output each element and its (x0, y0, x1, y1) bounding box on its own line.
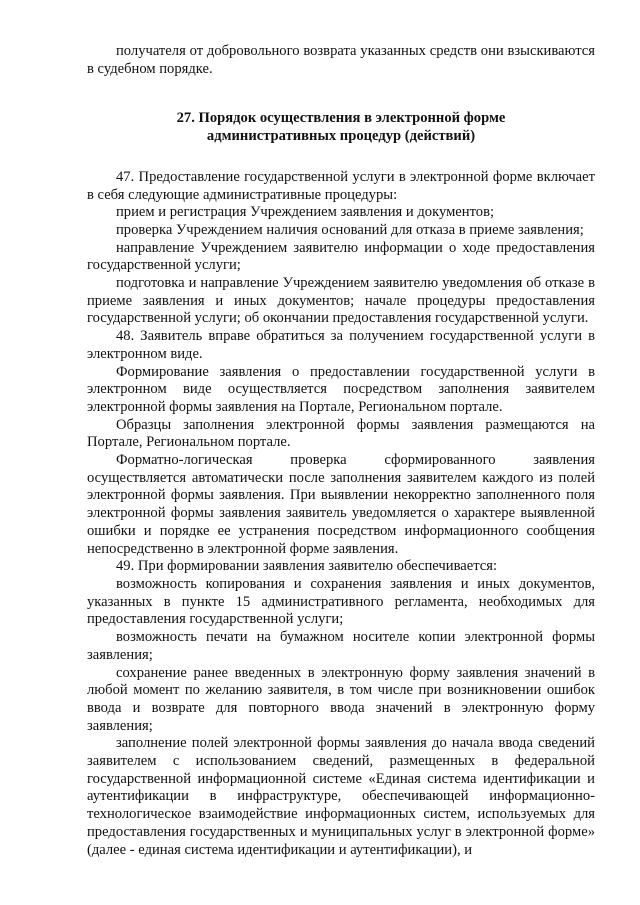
continuation-paragraph: получателя от добровольного возврата указанных средств они взыскиваются в судебном порядке. (87, 43, 595, 77)
paragraph-form-creation: Формирование заявления о предоставлении государственной услуги в электронном виде осуществляется посредством заполнения заявителем электронной формы заявления на Портале, Региональном портале. (87, 363, 595, 415)
paragraph-47: 47. Предоставление государственной услуги в электронной форме включает в себя следующие административные процедуры: (87, 168, 595, 203)
document-page (87, 0, 595, 905)
list-item-print: возможность печати на бумажном носителе копии электронной формы заявления; (87, 629, 595, 663)
list-item-autofill: заполнение полей электронной формы заявления до начала ввода сведений заявителем с использованием сведений, размещенных в федеральной государственной информационной системе «Единая система идентификации и аутентификации в инфраструктуре, обеспечивающей информационно-технологическое взаимодействие информационных систем, используемых для предоставления государственных и муниципальных услуг в электронной форме» (далее - единая система идентификации и аутентификации), и (87, 735, 595, 858)
list-item-notification: подготовка и направление Учреждением заявителю уведомления об отказе в приеме заявления и иных документов; начале процедуры предоставления государственной услуги; об окончании предоставления государственной услуги. (87, 275, 595, 327)
list-item-reception: прием и регистрация Учреждением заявления и документов; (116, 204, 495, 221)
paragraph-48: 48. Заявитель вправе обратиться за получением государственной услуги в электронном виде. (87, 328, 595, 362)
paragraph-format-check: Форматно-логическая проверка сформированного заявления осуществляется автоматически после заполнения заявителем каждого из полей электронной формы заявления. При выявлении некорректно заполненного поля электронной формы заявления заявитель уведомляется о характере выявленной ошибки и порядке ее устранения посредством информационного сообщения непосредственно в электронной форме заявления. (87, 452, 595, 557)
section-heading (87, 110, 595, 145)
list-item-progress-info: направление Учреждением заявителю информации о ходе предоставления государственной услуги; (87, 239, 595, 274)
list-item-save-values: сохранение ранее введенных в электронную форму заявления значений в любой момент по желанию заявителя, в том числе при возникновении ошибок ввода и возврате для повторного ввода значений в электронную форму заявления; (87, 664, 595, 734)
section-heading-line-2: административных процедур (действий) (206, 128, 476, 145)
paragraph-samples: Образцы заполнения электронной формы заявления размещаются на Портале, Региональном портале. (87, 416, 595, 451)
paragraph-49: 49. При формировании заявления заявителю обеспечивается: (116, 558, 498, 575)
section-heading-line-1: 27. Порядок осуществления в электронной форме (176, 110, 506, 127)
list-item-check-grounds: проверка Учреждением наличия оснований для отказа в приеме заявления; (116, 221, 584, 238)
list-item-copy-save: возможность копирования и сохранения заявления и иных документов, указанных в пункте 15 административного регламента, необходимых для предоставления государственной услуги; (87, 575, 595, 628)
